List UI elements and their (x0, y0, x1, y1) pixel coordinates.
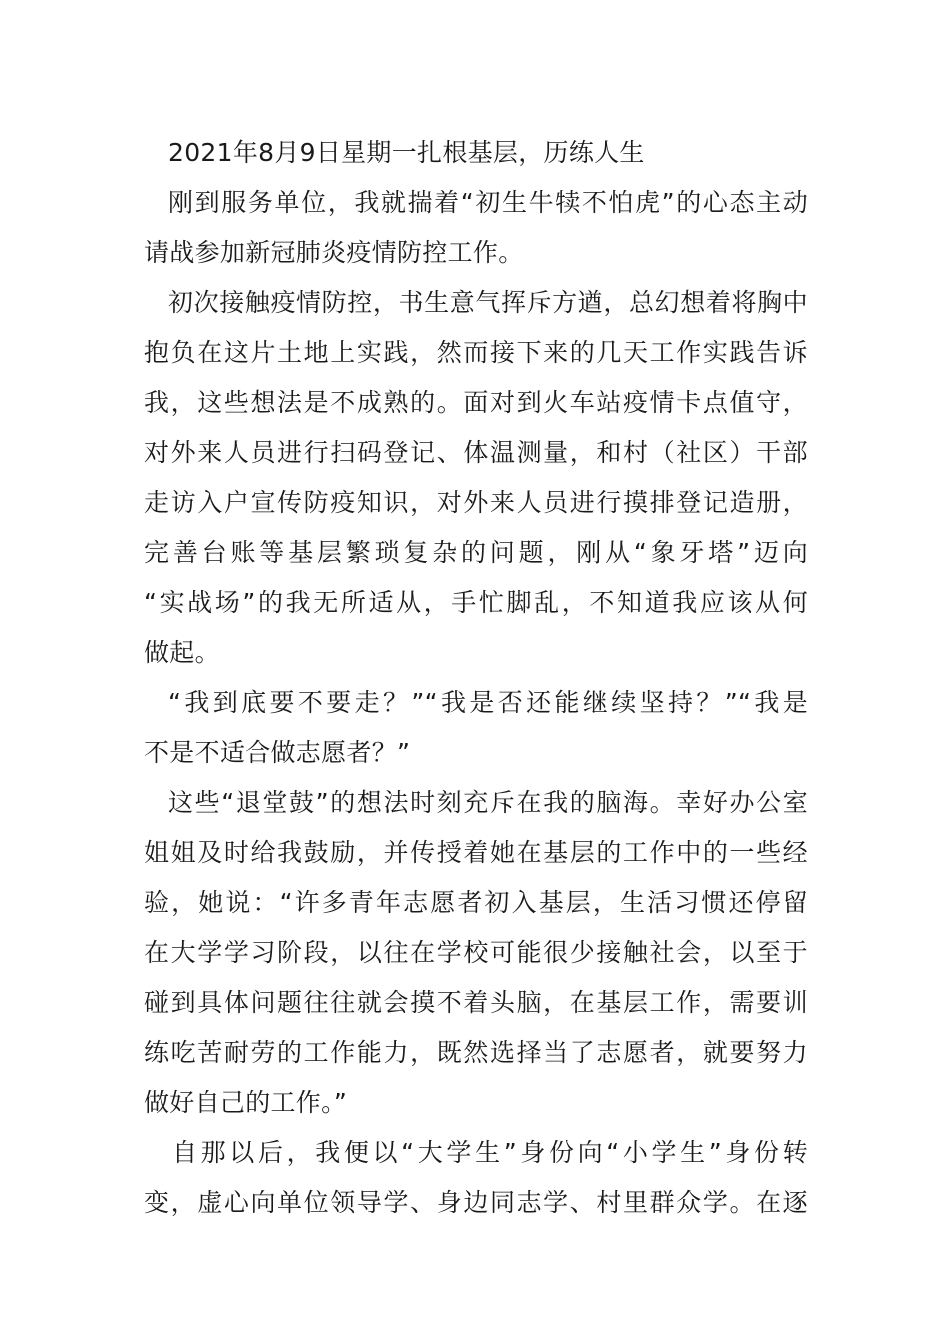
paragraph-1 (144, 178, 808, 278)
paragraph-4 (144, 778, 808, 1128)
text-line: 初次接触疫情防控，书生意气挥斥方遒，总幻想着将胸中 (168, 288, 808, 317)
paragraph-5 (144, 1128, 808, 1228)
text-line: 验，她说：“许多青年志愿者初入基层，生活习惯还停留 (144, 888, 808, 917)
text-line: 练吃苦耐劳的工作能力，既然选择当了志愿者，就要努力 (144, 1038, 808, 1067)
text-line: 这些“退堂鼓”的想法时刻充斥在我的脑海。幸好办公室 (168, 788, 808, 817)
paragraph-3 (144, 678, 808, 778)
text-line: 抱负在这片土地上实践，然而接下来的几天工作实践告诉 (144, 338, 808, 367)
text-line: 姐姐及时给我鼓励，并传授着她在基层的工作中的一些经 (144, 838, 808, 867)
text-line: 刚到服务单位，我就揣着“初生牛犊不怕虎”的心态主动 (168, 188, 808, 217)
text-line: 做起。 (144, 638, 220, 667)
document-body (144, 128, 808, 1228)
text-line: 自那以后，我便以“大学生”身份向“小学生”身份转 (172, 1138, 808, 1167)
text-line: 完善台账等基层繁琐复杂的问题，刚从“象牙塔”迈向 (144, 538, 808, 567)
text-line: “我到底要不要走？”“我是否还能继续坚持？”“我是 (168, 688, 808, 717)
text-line: 走访入户宣传防疫知识，对外来人员进行摸排登记造册， (144, 488, 808, 517)
text-line: 变，虚心向单位领导学、身边同志学、村里群众学。在逐 (144, 1188, 808, 1217)
text-line: 对外来人员进行扫码登记、体温测量，和村（社区）干部 (144, 438, 808, 467)
document-title: 2021年8月9日星期一扎根基层，历练人生 (168, 138, 645, 167)
text-line: 我，这些想法是不成熟的。面对到火车站疫情卡点值守， (144, 388, 808, 417)
text-line: 请战参加新冠肺炎疫情防控工作。 (144, 238, 524, 267)
text-line: 不是不适合做志愿者？” (144, 738, 411, 767)
text-line: 做好自己的工作。” (144, 1088, 348, 1117)
text-line: 在大学学习阶段，以往在学校可能很少接触社会，以至于 (144, 938, 808, 967)
text-line: “实战场”的我无所适从，手忙脚乱，不知道我应该从何 (144, 588, 808, 617)
paragraph-2 (144, 278, 808, 678)
text-line: 碰到具体问题往往就会摸不着头脑，在基层工作，需要训 (144, 988, 808, 1017)
